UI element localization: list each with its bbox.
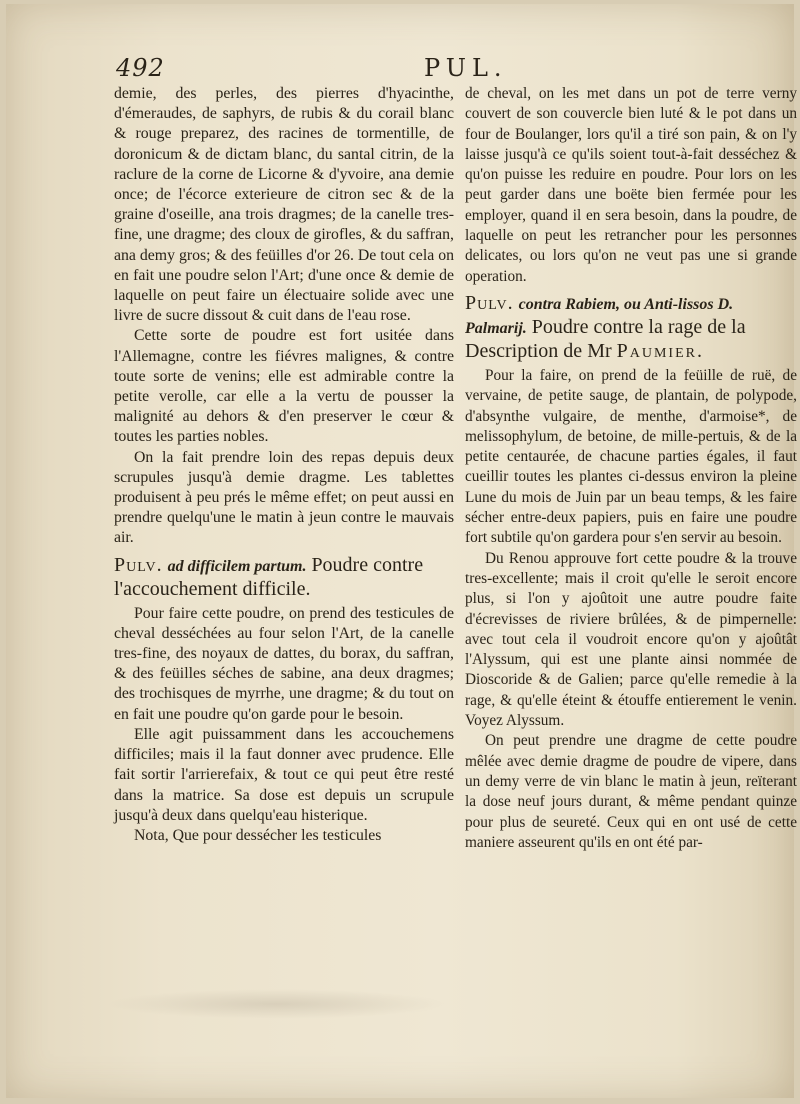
right-paragraph-2: Pour la faire, on prend de la feüille de ruë, de vervaine, de petite sauge, de plantain, de polypode, d'absynthe vulgaire, de menthe, d'armoise*, de melissophylum, de betoine, de mille-pertuis, & de la petite centaurée, de chacune parties égales, il faut cueillir toutes les plantes ci-dessus environ la pleine Lune du mois de Juin par un beau temps, & les faire sécher entre-deux papiers, puis en faire une poudre fort subtile qu'on gardera pour s'en servir au besoin. [465,366,797,547]
left-paragraph-5: Elle agit puissamment dans les accouchemens difficiles; mais il la faut donner avec prudence. Elle fait sortir l'arrierefaix, & tout ce qui peut être resté dans la matrice. Sa dose est depuis un scrupule jusqu'à deux dans quelqu'eau histerique. [114,725,454,824]
paper-stain [106,989,446,1019]
left-paragraph-6: Nota, Que pour dessécher les testicules [134,826,382,844]
heading-french: Poudre contre l'accouchement difficile. [114,553,424,600]
right-column [465,84,797,853]
heading-latin: ad difficilem partum. [167,557,307,575]
right-paragraph-4: On peut prendre une dragme de cette poudre mêlée avec demie dragme de poudre de vipere, dans un demy verre de vin blanc le matin à jeun, reïterant la dose neuf jours durant, & même pendant quinze pour plus de seureté. Ceux qui en ont usé de cette maniere asseurent qu'ils en ont été par- [465,732,797,851]
heading-french: Poudre contre la rage de la Description de Mr [465,315,746,362]
left-column [114,84,454,846]
heading-latin: contra Rabiem, ou Anti-lissos D. Palmarij. [465,295,734,337]
left-paragraph-1: demie, des perles, des pierres d'hyacinthe, d'émeraudes, de saphyrs, de rubis & du corail blanc & rouge preparez, des racines de tormentille, de doronicum & de dictam blanc, du santal citrin, de la raclure de la corne de Licorne & d'yvoire, ana demie once; de l'écorce exterieure de citron sec & de la graine d'oseille, ana trois dragmes; de la canelle tres-fine, une dragme; des cloux de girofles, & du saffran, ana demy gros; & des feüilles d'or 26. De tout cela on en fait une poudre selon l'Art; d'une once & demie de laquelle on peut faire un électuaire solide avec une livre de sucre dissout & cuit dans de l'eau rose. [114,85,454,325]
page-number: 492 [116,54,165,82]
heading-author-name: Paumier. [616,339,704,362]
running-title: PUL. [424,54,508,82]
section-heading-difficilem-partum [114,554,454,601]
left-paragraph-4: Pour faire cette poudre, on prend des testicules de cheval desséchées au four selon l'Art, de la canelle tres-fine, des noyaux de dattes, du borax, du saffran, & des feüilles séches de sabine, ana deux dragmes; des trochisques de myrrhe, une dragme; & du tout on en fait une poudre qu'on garde pour le besoin. [114,604,454,723]
running-head [116,54,676,84]
right-paragraph-1: de cheval, on les met dans un pot de terre verny couvert de son couvercle bien luté & le pot dans un four de Boulanger, lors qu'il a tiré son pain, & on l'y laisse jusqu'à ce qu'ils soient tout-à-fait desséchez & qu'on puisse les reduire en poudre. Pour lors on les peut garder dans une boëte bien fermée pour les employer, quand il en sera besoin, dans la poudre, de laquelle on peut les retrancher pour les personnes delicates, ou lors qu'on ne veut pas une si grande operation. [465,85,797,285]
book-page [6,4,797,1098]
left-paragraph-2: Cette sorte de poudre est fort usitée dans l'Allemagne, contre les fiévres malignes, & contre toute sorte de venins; elle est admirable contre la petite verolle, car elle a la vertu de pousser la malignité au dehors & d'en preserver le cœur & toutes les parties nobles. [114,327,454,446]
heading-lead: Pulv. [114,553,163,576]
heading-lead: Pulv. [465,291,514,314]
left-paragraph-3: On la fait prendre loin des repas depuis deux scrupules jusqu'à demie dragme. Les tablettes produisent à peu prés le même effet; on peut aussi en prendre quelqu'une le matin à jeun contre le mauvais air. [114,448,454,547]
right-paragraph-3: Du Renou approuve fort cette poudre & la trouve tres-excellente; mais il croit qu'elle le seroit encore plus, si l'on y ajoûtoit une autre poudre faite d'écrevisses de riviere brûlées, & de pimpernelle: avec tout cela il voudroit encore qu'on y ajoûtât l'Alyssum, qui est une plante ainsi nommée de Dioscoride & de Galien; parce qu'elle remedie à la rage, & qu'elle éteint & étouffe entierement le venin. Voyez Alyssum. [465,549,797,730]
section-heading-contra-rabiem [465,292,797,363]
